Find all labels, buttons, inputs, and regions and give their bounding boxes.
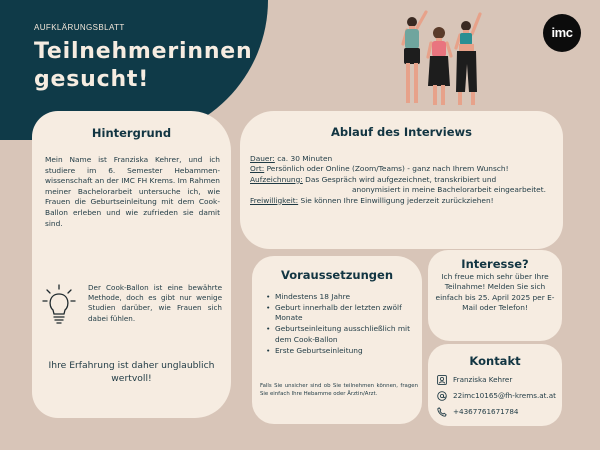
contact-phone-row[interactable] (437, 406, 561, 418)
background-heading: Hintergrund (91, 126, 172, 140)
contact-phone-link[interactable]: +4367761671784 (453, 407, 519, 416)
lightbulb-icon (42, 283, 76, 327)
background-intro-text: Mein Name ist Franziska Kehrer, und ich studiere im 6. Semester Hebammen-wissenschaft an der IMC FH Krems. Im Rahmen meiner Bachelorarbeit untersuche ich, wie Frauen die Geburtseinleitung mit dem Cook-Ballon erleben und wie zufrieden sie damit sind. (45, 155, 220, 228)
requirements-list (266, 292, 418, 356)
email-icon (437, 391, 447, 401)
contact-heading: Kontakt (469, 354, 521, 368)
detail-row-recording: Aufzeichnung: Das Gespräch wird aufgezeichnet, transkribiert und (250, 174, 497, 184)
interview-process-card (240, 111, 563, 249)
contact-name-row (437, 374, 561, 386)
contact-email-link[interactable]: 22imc10165@fh-krems.at.at (453, 391, 556, 400)
detail-row-recording-cont: anonymisiert in meine Bachelorarbeit eingearbeitet. (352, 185, 546, 195)
requirements-heading: Voraussetzungen (280, 268, 394, 282)
page-title: Teilnehmerinnen gesucht! (34, 39, 253, 92)
interview-process-heading: Ablauf des Interviews (330, 125, 473, 139)
list-item: • Geburtseinleitung ausschließlich mit dem Cook-Ballon (266, 324, 418, 345)
detail-row-location: Ort: Persönlich oder Online (Zoom/Teams) - ganz nach Ihrem Wunsch! (250, 164, 509, 174)
document-type-label: AUFKLÄRUNGSBLATT (34, 23, 125, 32)
contact-email-row[interactable] (437, 390, 561, 402)
interest-card (428, 250, 562, 341)
requirements-footnote: Falls Sie unsicher sind ob Sie teilnehmen können, fragen Sie einfach Ihre Hebamme oder Ärztin/Arzt. (260, 383, 418, 397)
interest-heading: Interesse? (461, 257, 529, 271)
women-illustration (390, 8, 490, 110)
list-item: • Geburt innerhalb der letzten zwölf Monate (266, 303, 418, 324)
contact-name: Franziska Kehrer (453, 375, 513, 384)
cook-ballon-text: Der Cook-Ballon ist eine bewährte Methode, doch es gibt nur wenige Studien darüber, wie Frauen sich dabei fühlen. (88, 283, 222, 323)
list-item: • Mindestens 18 Jahre (266, 292, 418, 302)
requirements-card (252, 256, 422, 424)
detail-row-duration: Dauer: ca. 30 Minuten (250, 154, 333, 163)
emphasis-text: Ihre Erfahrung ist daher unglaublich wertvoll! (48, 360, 215, 384)
phone-icon (437, 407, 447, 417)
background-card (32, 111, 231, 418)
detail-row-voluntary: Freiwilligkeit: Sie können Ihre Einwilligung jederzeit zurückziehen! (250, 195, 494, 205)
interview-details (250, 154, 556, 206)
list-item: • Erste Geburtseinleitung (266, 346, 418, 356)
person-card-icon (437, 375, 447, 385)
contact-card (428, 344, 562, 426)
interest-text: Ich freue mich sehr über Ihre Teilnahme! Melden Sie sich einfach bis 25. April 2025 per E-Mail oder Telefon! (435, 272, 555, 313)
imc-logo: imc (543, 14, 581, 52)
